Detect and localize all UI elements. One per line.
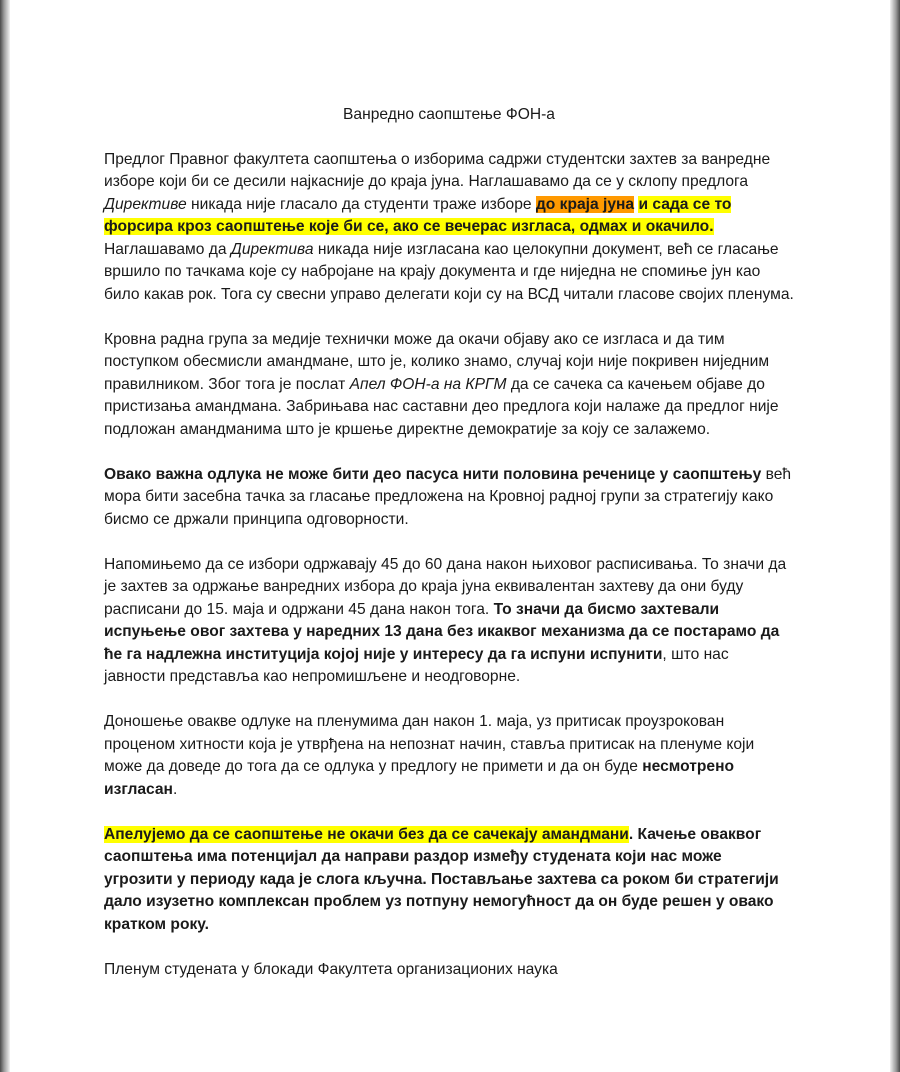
paragraph-4: [104, 554, 794, 689]
p5-bold: несмотрено изгласан: [104, 758, 735, 798]
p6-highlight-yellow: Апелујемо да се саопштење не окачи без да се сачекају амандмани: [104, 825, 629, 843]
p4-bold: То значи да бисмо захтевали испуњење овог захтева у наредних 13 дана без икаквог механизма да се постарамо да ће га надлежна институција којој није у интересу да га испуни испунити: [104, 600, 780, 663]
paragraph-5: [104, 711, 794, 801]
p2-text-1: Кровна радна група за медије технички може да окачи објаву ако се изгласа и да тим поступком обесмисли амандмане, што је, колико знамо, случај који није покривен ниједним правилником. Због тога је послат: [104, 330, 770, 393]
p3-text-2: већ мора бити засебна тачка за гласање предложена на Кровној радној групи за стратегију како бисмо се држали принципа одговорности.: [104, 465, 792, 528]
p1-text-7: Наглашавамо да: [104, 240, 231, 258]
signature: Пленум студената у блокади Факултета организационих наука: [104, 960, 558, 978]
p1-highlight-yellow: и сада се то форсира кроз саопштење које би се, ако се вечерас изгласа, одмах и окачило.: [104, 195, 732, 235]
p4-text-3: , што нас јавности представља као непромишљене и неодговорне.: [104, 645, 729, 685]
paragraph-1: [104, 149, 794, 307]
document-body: [104, 104, 794, 1004]
p6-bold: . Качење оваквог саопштења има потенцијал да направи раздор између студената који нас може угрозити у периоду када је слога кључна. Постављање захтева са роком би стратегији дало изузетно комплексан проблем уз потпуну немогућност да он буде решен у овако кратком року.: [104, 825, 779, 933]
viewer-edge-right: [890, 0, 900, 1072]
viewer-edge-left: [0, 0, 10, 1072]
p2-italic-appeal: Апел ФОН-а на КРГМ: [349, 375, 507, 393]
p4-text-1: Напомињемо да се избори одржавају 45 до 60 дана након њиховог расписивања. То значи да је захтев за одржање ванредних избора до краја јуна еквивалентан захтеву да они буду расписани до 15. маја и одржани 45 дана након тога.: [104, 555, 787, 618]
paragraph-2: [104, 329, 794, 442]
p2-text-3: да се сачека са качењем објаве до пристизања амандмана. Забрињава нас саставни део предлога који налаже да предлог није подложан амандманима што је кршење директне демократије за коју се залажемо.: [104, 375, 779, 438]
paragraph-3: [104, 464, 794, 532]
p3-bold: Овако важна одлука не може бити део пасуса нити половина реченице у саопштењу: [104, 465, 762, 483]
p1-text-1: Предлог Правног факултета саопштења о изборима садржи студентски захтев за ванредне изборе који би се десили најкасније до краја јуна. Наглашавамо да се у склопу предлога: [104, 150, 771, 190]
p1-italic-directive: Директиве: [104, 195, 187, 213]
p5-text-3: .: [172, 780, 178, 798]
document-page: [10, 0, 890, 1072]
p1-italic-directive-2: Директива: [230, 240, 314, 258]
document-title: Ванредно саопштење ФОН-а: [343, 106, 555, 123]
p5-text-1: Доношење овакве одлуке на пленумима дан након 1. маја, уз притисак проузрокован проценом хитности која је утврђена на непознат начин, ставља притисак на пленуме који може да доведе до тога да се одлука у предлогу не примети и да он буде: [104, 713, 755, 775]
p1-highlight-orange: до краја јуна: [535, 195, 635, 213]
paragraph-6: [104, 824, 794, 937]
p1-text-3: никада није гласало да студенти траже изборе: [186, 195, 536, 213]
p1-text-9: никада није изгласана као целокупни документ, већ се гласање вршило по тачкама које су набројане на крају документа и где ниједна не спомиње јун као било какав рок. Тога су свесни управо делегати који су на ВСД читали гласове својих пленума.: [104, 240, 794, 303]
